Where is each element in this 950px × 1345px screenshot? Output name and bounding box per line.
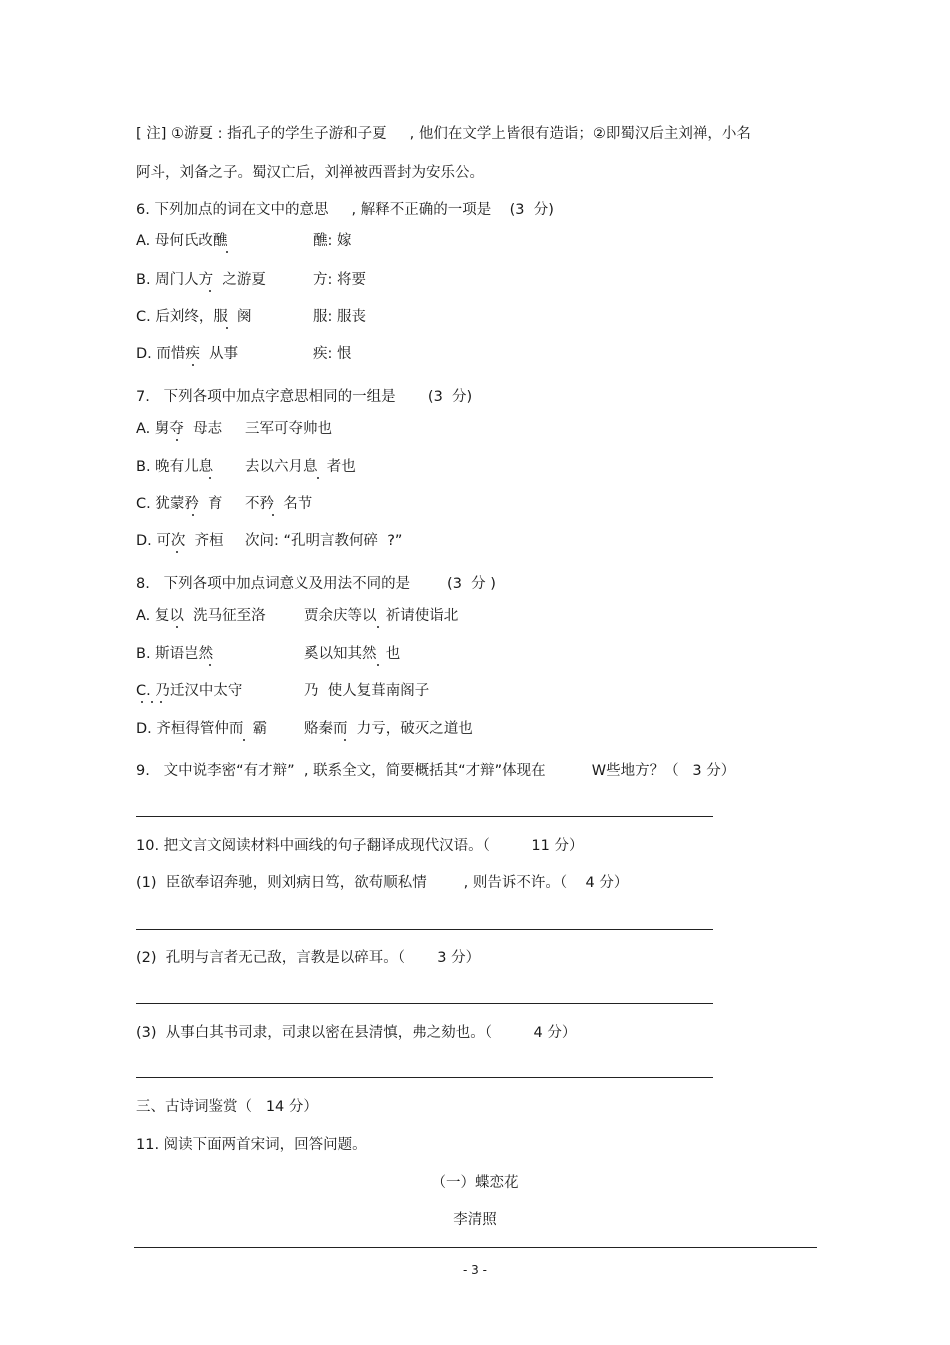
emphasis-dot: [209, 290, 211, 292]
q8-option-c: C. 乃迁汉中太守: [136, 683, 243, 699]
note-line-2: 阿斗，刘备之子。蜀汉亡后，刘禅被西晋封为安乐公。: [136, 165, 484, 181]
note-line-1: [ 注] ①游夏 : 指孔子的学生子游和子夏 , 他们在文学上皆很有造诣；②即蜀汉后主刘禅，小名: [136, 126, 751, 142]
q7-option-d-pair: 次问: “孔明言教何碎 ?”: [245, 533, 403, 549]
q6-option-a: A. 母何氏改醮: [136, 233, 228, 249]
emphasis-dot: [226, 327, 228, 329]
q6-option-a-gloss: 醮: 嫁: [313, 233, 352, 249]
emphasis-dot: [272, 514, 274, 516]
q8-option-d: D. 齐桓得管仲而 霸: [136, 721, 268, 737]
q7-option-c-pair: 不矜 名节: [245, 496, 313, 512]
emphasis-dot: [176, 551, 178, 553]
emphasis-dot: [192, 514, 194, 516]
q8-option-a: A. 复以 洗马征至洛: [136, 608, 266, 624]
q8-option-b: B. 斯语岂然: [136, 646, 214, 662]
poem-title: （一）蝶恋花: [431, 1175, 519, 1191]
q10-stem: 10. 把文言文阅读材料中画线的句子翻译成现代汉语。（ 11 分）: [136, 838, 584, 854]
q8-option-c-pair: 乃 使人复葺南阁子: [304, 683, 430, 699]
q10-item-2: (2) 孔明与言者无己敌，言教是以碎耳。（ 3 分）: [136, 950, 481, 966]
q8-stem: 8. 下列各项中加点词意义及用法不同的是 (3 分 ): [136, 576, 496, 592]
q6-option-c: C. 后刘终，服 阕: [136, 309, 252, 325]
emphasis-dot: [151, 701, 153, 703]
answer-line: [136, 1077, 713, 1078]
emphasis-dot: [176, 626, 178, 628]
emphasis-dot: [192, 364, 194, 366]
emphasis-dot: [226, 251, 228, 253]
emphasis-dot: [160, 701, 162, 703]
q7-option-c: C. 犹蒙矜 育: [136, 496, 223, 512]
footer-rule: [134, 1247, 817, 1248]
answer-line: [136, 929, 713, 930]
answer-line: [136, 816, 713, 817]
section-heading: 三、古诗词鉴赏（ 14 分）: [136, 1099, 318, 1115]
q6-option-b: B. 周门人方 之游夏: [136, 272, 266, 288]
emphasis-dot: [243, 739, 245, 741]
emphasis-dot: [344, 739, 346, 741]
q7-stem: 7. 下列各项中加点字意思相同的一组是 (3 分): [136, 389, 473, 405]
q6-option-c-gloss: 服: 服丧: [313, 309, 366, 325]
q8-option-a-pair: 贾余庆等以 祈请使诣北: [304, 608, 459, 624]
answer-line: [136, 1003, 713, 1004]
q6-option-d-gloss: 疾: 恨: [313, 346, 352, 362]
poem-author: 李清照: [453, 1212, 497, 1228]
q6-option-d: D. 而惜疾 从事: [136, 346, 239, 362]
q8-option-b-pair: 奚以知其然 也: [304, 646, 401, 662]
q7-option-d: D. 可次 齐桓: [136, 533, 224, 549]
q7-option-a-pair: 三军可夺帅也: [245, 421, 332, 437]
q7-option-a: A. 舅夺 母志: [136, 421, 223, 437]
q8-option-d-pair: 赂秦而 力亏，破灭之道也: [304, 721, 473, 737]
emphasis-dot: [209, 477, 211, 479]
q7-option-b-pair: 去以六月息 者也: [245, 459, 356, 475]
q6-option-b-gloss: 方: 将要: [313, 272, 366, 288]
q11-stem: 11. 阅读下面两首宋词，回答问题。: [136, 1137, 367, 1153]
page-number: - 3 -: [463, 1263, 487, 1277]
q10-item-1: (1) 臣欲奉诏奔驰，则刘病日笃，欲苟顺私情 , 则告诉不许。（ 4 分）: [136, 875, 629, 891]
emphasis-dot: [141, 701, 143, 703]
emphasis-dot: [176, 439, 178, 441]
q9-stem: 9. 文中说李密“有才辩” , 联系全文，简要概括其“才辩”体现在 W些地方？（ 3 分）: [136, 763, 736, 779]
emphasis-dot: [209, 664, 211, 666]
q6-stem: 6. 下列加点的词在文中的意思 , 解释不正确的一项是 (3 分): [136, 202, 554, 218]
emphasis-dot: [317, 477, 319, 479]
emphasis-dot: [377, 664, 379, 666]
emphasis-dot: [377, 626, 379, 628]
q10-item-3: (3) 从事白其书司隶，司隶以密在县清慎，弗之劾也。（ 4 分）: [136, 1025, 577, 1041]
q7-option-b: B. 晚有儿息: [136, 459, 214, 475]
